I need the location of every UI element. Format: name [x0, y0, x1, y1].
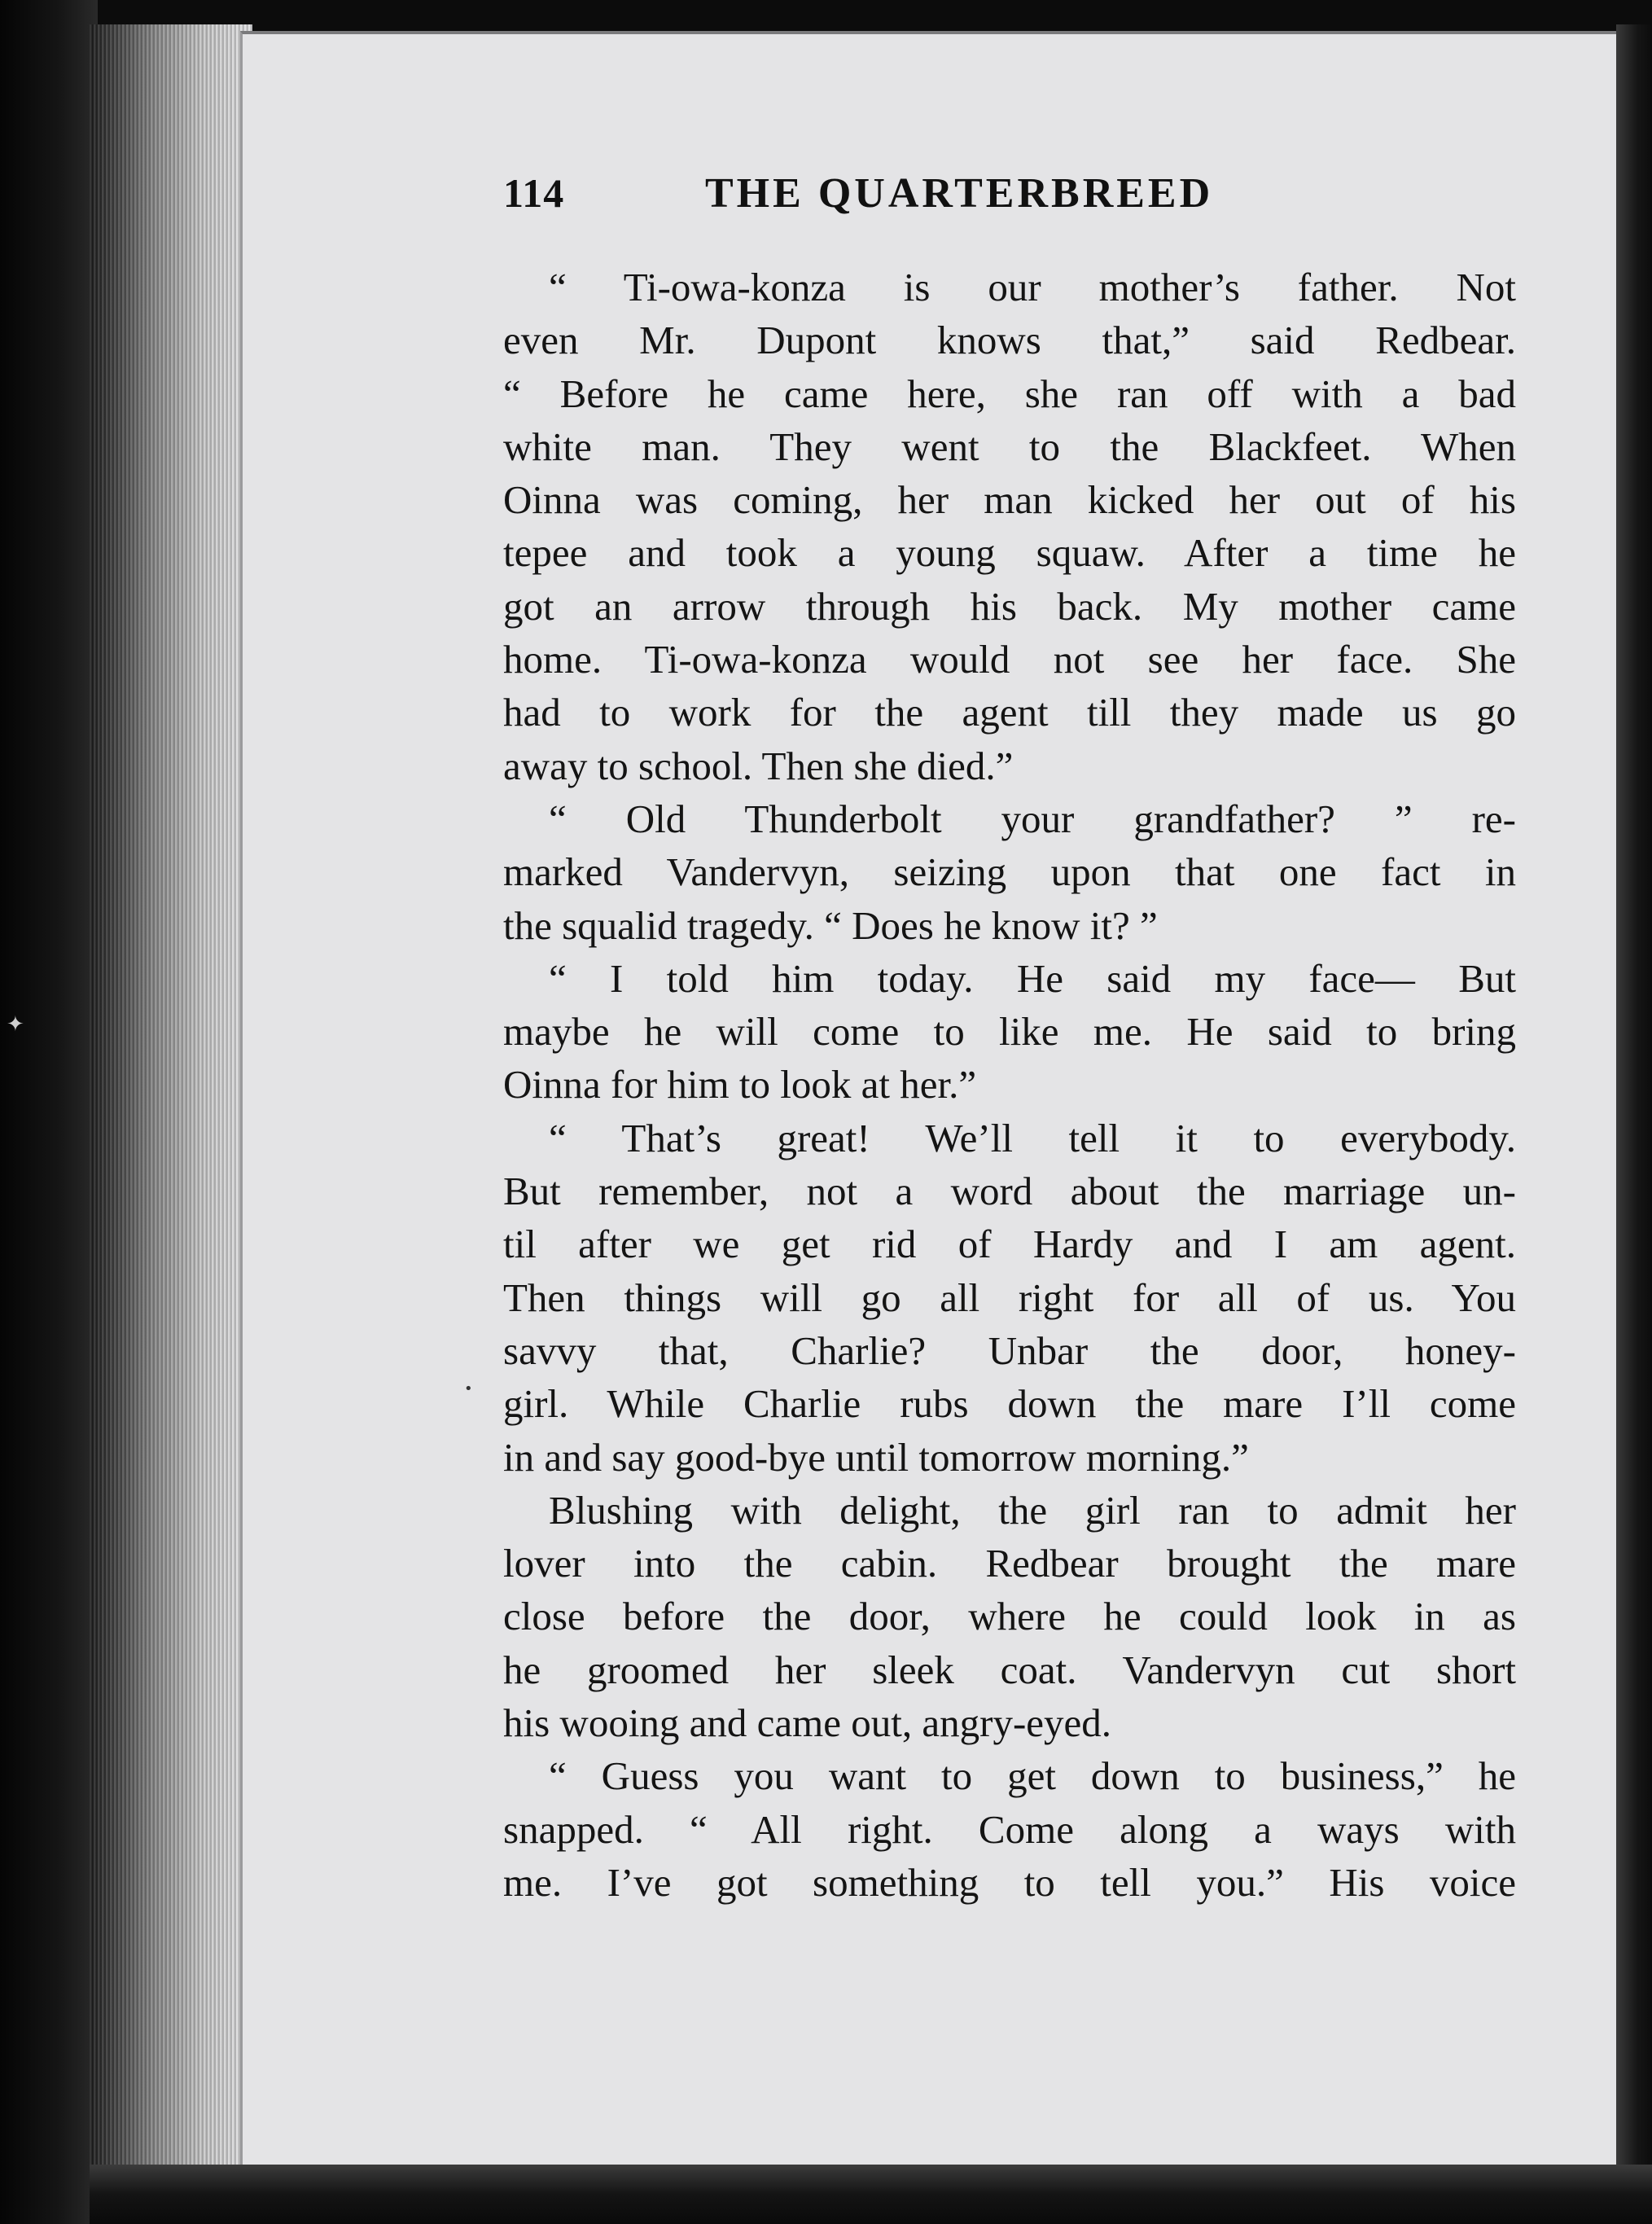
- text-line: got an arrow through his back. My mother came: [503, 583, 1516, 629]
- page-edges: [90, 24, 252, 2174]
- book-binding-shadow: [0, 0, 98, 2224]
- text-line: close before the door, where he could look in as: [503, 1594, 1516, 1639]
- text-line: girl. While Charlie rubs down the mare I’ll come: [503, 1381, 1516, 1427]
- running-head: [503, 169, 1521, 226]
- body-text: [503, 261, 1516, 1909]
- text-line: he groomed her sleek coat. Vandervyn cut short: [503, 1647, 1516, 1692]
- text-line: “ I told him today. He said my face— But: [549, 955, 1516, 1001]
- text-line: maybe he will come to like me. He said to bring: [503, 1009, 1516, 1055]
- text-line: marked Vandervyn, seizing upon that one fact in: [503, 849, 1516, 895]
- text-line: tepee and took a young squaw. After a time he: [503, 530, 1516, 576]
- text-line: But remember, not a word about the marriage un-: [503, 1169, 1516, 1214]
- text-line: his wooing and came out, angry-eyed.: [503, 1700, 1112, 1746]
- text-line: even Mr. Dupont knows that,” said Redbear.: [503, 318, 1516, 363]
- page-bottom-shadow: [90, 2165, 1652, 2224]
- text-line: home. Ti-owa-konza would not see her face. She: [503, 637, 1516, 682]
- text-line: “ Guess you want to get down to business,” he: [549, 1753, 1516, 1799]
- page-number: 114: [503, 170, 565, 216]
- margin-speck: ✦: [7, 1012, 24, 1037]
- text-line: in and say good-bye until tomorrow morning.”: [503, 1434, 1249, 1480]
- text-line: white man. They went to the Blackfeet. When: [503, 423, 1516, 469]
- text-line: til after we get rid of Hardy and I am agent.: [503, 1222, 1516, 1267]
- page-right-edge: [1616, 24, 1652, 2182]
- text-line: lover into the cabin. Redbear brought the mare: [503, 1541, 1516, 1586]
- text-line: Then things will go all right for all of us. You: [503, 1274, 1516, 1320]
- margin-dot: •: [464, 1380, 473, 1397]
- text-line: “ Before he came here, she ran off with a bad: [503, 371, 1516, 416]
- text-line: me. I’ve got something to tell you.” His voice: [503, 1859, 1516, 1905]
- book-title: THE QUARTERBREED: [705, 170, 1214, 217]
- text-line: Oinna was coming, her man kicked her out of his: [503, 477, 1516, 523]
- text-line: Blushing with delight, the girl ran to admit her: [549, 1487, 1516, 1533]
- text-line: savvy that, Charlie? Unbar the door, honey-: [503, 1327, 1516, 1373]
- text-line: had to work for the agent till they made us go: [503, 690, 1516, 735]
- text-line: snapped. “ All right. Come along a ways with: [503, 1806, 1516, 1852]
- text-line: “ Ti-owa-konza is our mother’s father. Not: [549, 265, 1516, 309]
- text-line: “ Old Thunderbolt your grandfather? ” re-: [549, 796, 1516, 841]
- text-line: “ That’s great! We’ll tell it to everybody.: [549, 1115, 1516, 1160]
- text-line: Oinna for him to look at her.”: [503, 1062, 977, 1108]
- text-line: away to school. Then she died.”: [503, 743, 1014, 788]
- text-line: the squalid tragedy. “ Does he know it? ”: [503, 902, 1158, 948]
